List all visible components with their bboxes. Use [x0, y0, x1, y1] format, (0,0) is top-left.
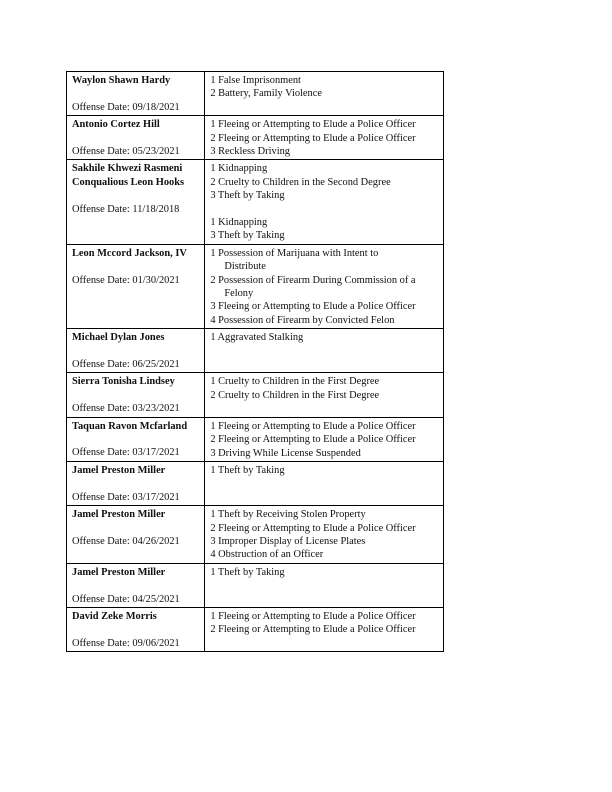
charge-item [210, 375, 438, 388]
offense-date: Offense Date: 05/23/2021 [72, 146, 180, 157]
charges-cell [205, 160, 444, 244]
charges-cell [205, 329, 444, 373]
charge-item [210, 145, 438, 158]
charge-text: 3 Driving While License Suspended [210, 447, 361, 459]
table-row [67, 244, 444, 328]
charge-text: 2 Fleeing or Attempting to Elude a Police Officer [210, 434, 416, 446]
charge-item [210, 74, 438, 87]
spacer [72, 433, 199, 446]
group-gap [210, 203, 438, 216]
charge-item [210, 548, 438, 561]
charge-text: 2 Fleeing or Attempting to Elude a Police Officer [210, 522, 416, 534]
offense-table [66, 71, 444, 652]
defendant-name: David Zeke Morris [72, 610, 157, 622]
charge-text: 3 Theft by Taking [210, 190, 285, 202]
charge-item [210, 566, 438, 579]
defendant-name: Jamel Preston Miller [72, 509, 166, 521]
charge-text: 1 False Imprisonment [210, 75, 301, 86]
charge-text: 3 Fleeing or Attempting to Elude a Police Officer [210, 301, 416, 313]
charges-cell [205, 506, 444, 564]
charge-item [210, 216, 438, 229]
charges-cell [205, 72, 444, 116]
charge-item [210, 189, 438, 202]
charge-text: 2 Cruelty to Children in the First Degree [210, 389, 380, 401]
charge-item [210, 420, 438, 433]
defendant-cell [67, 329, 205, 373]
charge-item [210, 508, 438, 521]
charge-item [210, 176, 438, 189]
defendant-cell [67, 116, 205, 160]
defendant-name: Jamel Preston Miller [72, 464, 166, 476]
spacer [72, 389, 199, 402]
charge-item [210, 623, 438, 636]
table-row [67, 373, 444, 417]
defendant-cell [67, 417, 205, 461]
charge-text: 1 Theft by Taking [210, 464, 285, 476]
charges-cell [205, 461, 444, 505]
offense-date: Offense Date: 04/25/2021 [72, 593, 180, 605]
charge-text: 4 Possession of Firearm by Convicted Felon [210, 314, 395, 326]
charges-cell [205, 373, 444, 417]
defendant-name: Leon Mccord Jackson, IV [72, 247, 187, 259]
charge-continuation: Felony [224, 288, 254, 300]
charge-item [210, 118, 438, 131]
defendant-cell [67, 563, 205, 607]
defendant-cell [67, 244, 205, 328]
offense-date: Offense Date: 09/18/2021 [72, 101, 180, 113]
charge-text: 2 Fleeing or Attempting to Elude a Police Officer [210, 624, 416, 636]
defendant-cell [67, 373, 205, 417]
charge-text: 1 Fleeing or Attempting to Elude a Police Officer [210, 610, 416, 622]
charge-item [210, 247, 438, 274]
offense-date: Offense Date: 03/17/2021 [72, 447, 180, 459]
charge-text: 1 Cruelty to Children in the First Degree [210, 376, 380, 388]
offense-date: Offense Date: 03/17/2021 [72, 491, 180, 503]
offense-date: Offense Date: 01/30/2021 [72, 274, 180, 286]
charge-text: 3 Theft by Taking [210, 230, 285, 242]
defendant-name: Waylon Shawn Hardy [72, 75, 171, 86]
defendant-name: Jamel Preston Miller [72, 566, 166, 578]
charges-cell [205, 417, 444, 461]
offense-table-body [67, 72, 444, 652]
charges-cell [205, 563, 444, 607]
defendant-cell [67, 72, 205, 116]
table-row [67, 563, 444, 607]
offense-date: Offense Date: 11/18/2018 [72, 203, 180, 215]
charge-text: 1 Kidnapping [210, 217, 268, 229]
charge-text: 1 Kidnapping [210, 163, 268, 175]
charge-item [210, 464, 438, 477]
charge-continuation: Distribute [224, 261, 266, 273]
charge-item [210, 274, 438, 301]
defendant-cell [67, 461, 205, 505]
charge-item [210, 522, 438, 535]
offense-date: Offense Date: 04/26/2021 [72, 535, 180, 547]
spacer [72, 189, 199, 202]
charge-item [210, 389, 438, 402]
charge-item [210, 433, 438, 446]
defendant-name: Sakhile Khwezi Rasmeni [72, 163, 183, 175]
charge-text: 1 Theft by Receiving Stolen Property [210, 509, 366, 521]
spacer [72, 579, 199, 592]
charge-item [210, 314, 438, 327]
defendant-name: Sierra Tonisha Lindsey [72, 376, 175, 388]
defendant-cell [67, 160, 205, 244]
spacer [72, 623, 199, 636]
charge-item [210, 87, 438, 100]
charge-text: 3 Reckless Driving [210, 146, 290, 158]
defendant-name: Antonio Cortez Hill [72, 119, 160, 131]
charge-item [210, 162, 438, 175]
charge-text: 1 Possession of Marijuana with Intent to [210, 247, 379, 259]
table-row [67, 506, 444, 564]
charge-text: 1 Theft by Taking [210, 566, 285, 578]
spacer [72, 345, 199, 358]
spacer [72, 522, 199, 535]
spacer [72, 260, 199, 273]
charge-text: 1 Aggravated Stalking [210, 332, 304, 344]
charge-text: 2 Possession of Firearm During Commission of a [210, 274, 416, 286]
defendant-name: Taquan Ravon Mcfarland [72, 420, 188, 432]
offense-date: Offense Date: 09/06/2021 [72, 637, 180, 649]
charge-text: 3 Improper Display of License Plates [210, 535, 366, 547]
defendant-name: Conqualious Leon Hooks [72, 176, 185, 188]
table-row [67, 417, 444, 461]
table-row [67, 116, 444, 160]
table-row [67, 461, 444, 505]
charge-text: 2 Fleeing or Attempting to Elude a Police Officer [210, 132, 416, 144]
charges-cell [205, 607, 444, 651]
table-row [67, 607, 444, 651]
defendant-name: Michael Dylan Jones [72, 332, 165, 344]
defendant-cell [67, 506, 205, 564]
charge-text: 2 Cruelty to Children in the Second Degree [210, 176, 391, 188]
offense-date: Offense Date: 03/23/2021 [72, 403, 180, 415]
charge-item [210, 229, 438, 242]
charge-text: 1 Fleeing or Attempting to Elude a Police Officer [210, 119, 416, 131]
table-row [67, 329, 444, 373]
charge-text: 1 Fleeing or Attempting to Elude a Police Officer [210, 420, 416, 432]
charges-cell [205, 244, 444, 328]
charge-text: 2 Battery, Family Violence [210, 88, 322, 100]
charge-item [210, 610, 438, 623]
spacer [72, 87, 199, 100]
table-row [67, 160, 444, 244]
charge-item [210, 132, 438, 145]
offense-date: Offense Date: 06/25/2021 [72, 359, 180, 371]
charge-text: 4 Obstruction of an Officer [210, 549, 324, 561]
charge-item [210, 300, 438, 313]
charge-item [210, 447, 438, 460]
table-row [67, 72, 444, 116]
spacer [72, 132, 199, 145]
charge-item [210, 331, 438, 344]
spacer [72, 477, 199, 490]
charge-item [210, 535, 438, 548]
defendant-cell [67, 607, 205, 651]
charges-cell [205, 116, 444, 160]
